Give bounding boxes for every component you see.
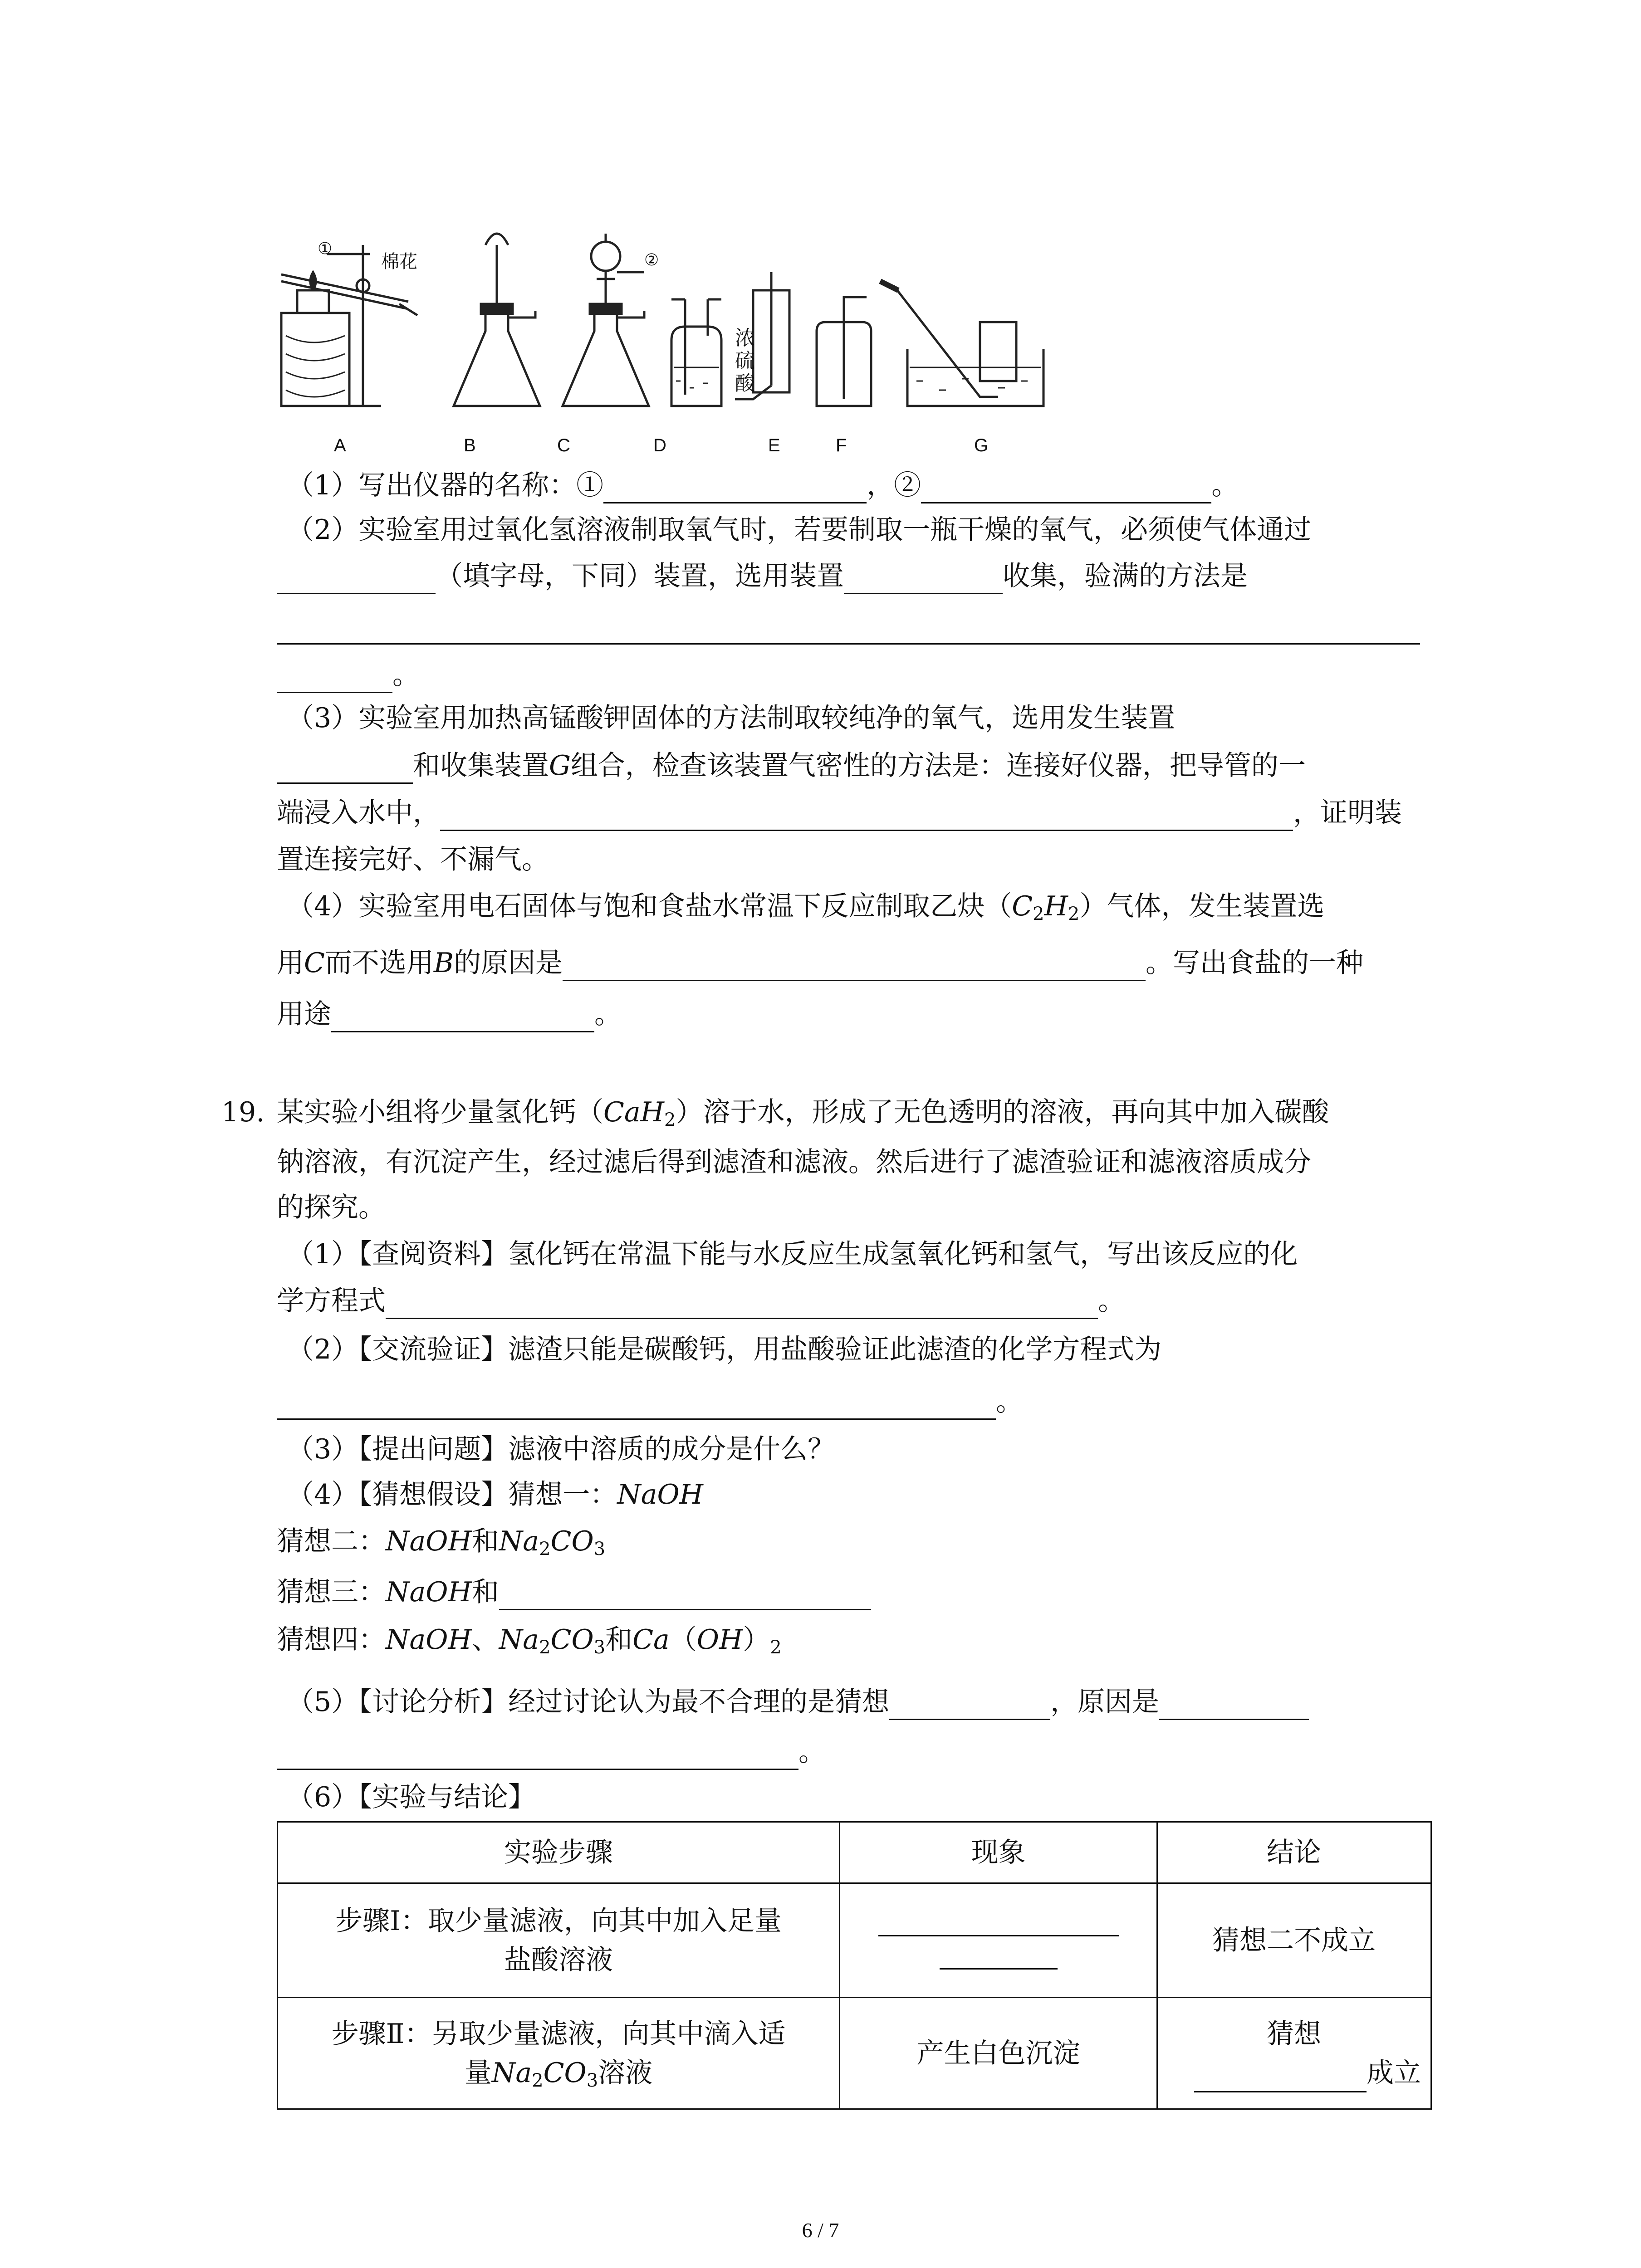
apparatus-figure <box>272 218 1089 435</box>
acid-label-1: 浓 <box>735 327 755 350</box>
answer-blank[interactable] <box>1194 2063 1367 2092</box>
apparatus-label-f: F <box>836 435 847 455</box>
q18-part4-line1: （4）实验室用电石固体与饱和食盐水常温下反应制取乙炔$(C_2H_2)$气体，发生装置选 <box>287 890 1325 924</box>
q18-part4-line2: 用C而不选用B的原因是 。写出食盐的一种 <box>277 945 1363 981</box>
q19-intro-line1: 某实验小组将少量氢化钙（CaH$_2$）溶于水，形成了无色透明的溶液，再向其中加入碳酸 <box>277 1096 1329 1130</box>
q18-part4-line3: 用途 。 <box>277 996 622 1032</box>
q19-part2-line2: 。 <box>277 1383 1023 1420</box>
acid-label-2: 硫 <box>735 349 755 372</box>
table-row2-phenomenon: 产生白色沉淀 <box>916 2037 1080 2069</box>
table-row2-step: 步骤Ⅱ：另取少量滤液，向其中滴入适 量$Na_2CO_3$溶液 <box>331 2018 786 2091</box>
answer-blank[interactable] <box>844 565 1003 594</box>
q19-guess2: 猜想二：NaOH和$Na_2CO_3$ <box>277 1525 606 1559</box>
answer-blank[interactable] <box>889 1691 1050 1720</box>
apparatus-label-a: A <box>334 435 346 455</box>
q18-part3-line4: 置连接完好、不漏气。 <box>277 844 549 875</box>
apparatus-label-e: E <box>768 435 780 455</box>
answer-blank[interactable] <box>277 1390 996 1420</box>
q18-part2-line1: （2）实验室用过氧化氢溶液制取氧气时，若要制取一瓶干燥的氧气，必须使气体通过 <box>287 514 1312 546</box>
answer-blank[interactable] <box>386 1290 1098 1319</box>
q19-intro-line3: 的探究。 <box>277 1192 386 1223</box>
apparatus-g <box>880 281 1043 406</box>
answer-blank[interactable] <box>940 1936 1058 1970</box>
table-header-step: 实验步骤 <box>504 1837 613 1868</box>
q19-part1-line1: （1）【查阅资料】氢化钙在常温下能与水反应生成氢氧化钙和氢气，写出该反应的化 <box>287 1238 1298 1270</box>
answer-blank[interactable] <box>277 664 392 693</box>
answer-blank-line[interactable] <box>277 643 1420 645</box>
q19-part2-line1: （2）【交流验证】滤渣只能是碳酸钙，用盐酸验证此滤渣的化学方程式为 <box>287 1334 1162 1365</box>
q18-part3-line3: 端浸入水中， ，证明装 <box>277 795 1402 831</box>
q19-part5-line1: （5）【讨论分析】经过讨论认为最不合理的是猜想 ，原因是 <box>287 1684 1309 1720</box>
answer-blank[interactable] <box>277 565 436 594</box>
q19-part6: （6）【实验与结论】 <box>287 1781 536 1813</box>
table-header-conclusion: 结论 <box>1267 1837 1321 1868</box>
apparatus-f <box>817 297 871 406</box>
apparatus-label-d: D <box>653 435 666 455</box>
q19-guess3: 猜想三：NaOH和 <box>277 1574 871 1610</box>
page-number: 6 / 7 <box>802 2219 839 2242</box>
marker-2: ② <box>644 251 659 269</box>
answer-blank[interactable] <box>331 1003 594 1032</box>
apparatus-label-g: G <box>974 435 989 455</box>
q19-part5-line2: 。 <box>277 1734 826 1770</box>
apparatus-c <box>563 234 649 406</box>
table-row2-conclusion: 猜想 成立 <box>1158 1998 1430 2108</box>
table-header-phenomenon: 现象 <box>971 1837 1026 1868</box>
marker-1: ① <box>318 240 333 258</box>
answer-blank[interactable] <box>277 754 413 784</box>
q19-guess4: 猜想四：NaOH、$Na_2CO_3$和$Ca(OH)_2$ <box>277 1624 782 1658</box>
apparatus-label-b: B <box>464 435 476 455</box>
q19-number: 19. <box>221 1096 265 1128</box>
answer-blank[interactable] <box>440 802 1293 831</box>
q18-part2-line3: 。 <box>277 657 420 693</box>
experiment-table <box>277 1821 1432 2110</box>
table-row1-step: 步骤Ⅰ：取少量滤液，向其中加入足量 盐酸溶液 <box>335 1905 782 1976</box>
q19-intro-line2: 钠溶液，有沉淀产生，经过滤后得到滤渣和滤液。然后进行了滤渣验证和滤液溶质成分 <box>277 1146 1311 1178</box>
answer-blank[interactable] <box>277 1740 798 1770</box>
apparatus-d <box>671 299 721 406</box>
q18-part2-line2: （填字母，下同）装置，选用装置 收集，验满的方法是 <box>277 558 1248 594</box>
apparatus-label-c: C <box>557 435 570 455</box>
q19-part3: （3）【提出问题】滤液中溶质的成分是什么？ <box>287 1433 835 1465</box>
answer-blank[interactable] <box>921 474 1211 503</box>
answer-blank[interactable] <box>878 1911 1119 1936</box>
answer-blank[interactable] <box>499 1581 871 1610</box>
q19-part1-line2: 学方程式 。 <box>277 1283 1125 1319</box>
cotton-label: 棉花 <box>381 251 417 272</box>
answer-blank[interactable] <box>563 952 1146 981</box>
table-row1-phenomenon <box>840 1884 1156 1997</box>
apparatus-b <box>454 234 540 406</box>
answer-blank[interactable] <box>1159 1691 1309 1720</box>
q19-part4: （4）【猜想假设】猜想一：NaOH <box>287 1479 703 1510</box>
q18-part1: （1）写出仪器的名称：① ，② 。 <box>287 467 1239 503</box>
q18-part3-line2: 和收集装置G组合，检查该装置气密性的方法是：连接好仪器，把导管的一 <box>277 748 1306 784</box>
table-row1-conclusion: 猜想二不成立 <box>1212 1924 1376 1956</box>
acid-label-3: 酸 <box>735 372 755 395</box>
answer-blank[interactable] <box>603 474 867 503</box>
q18-part3-line1: （3）实验室用加热高锰酸钾固体的方法制取较纯净的氧气，选用发生装置 <box>287 702 1176 734</box>
